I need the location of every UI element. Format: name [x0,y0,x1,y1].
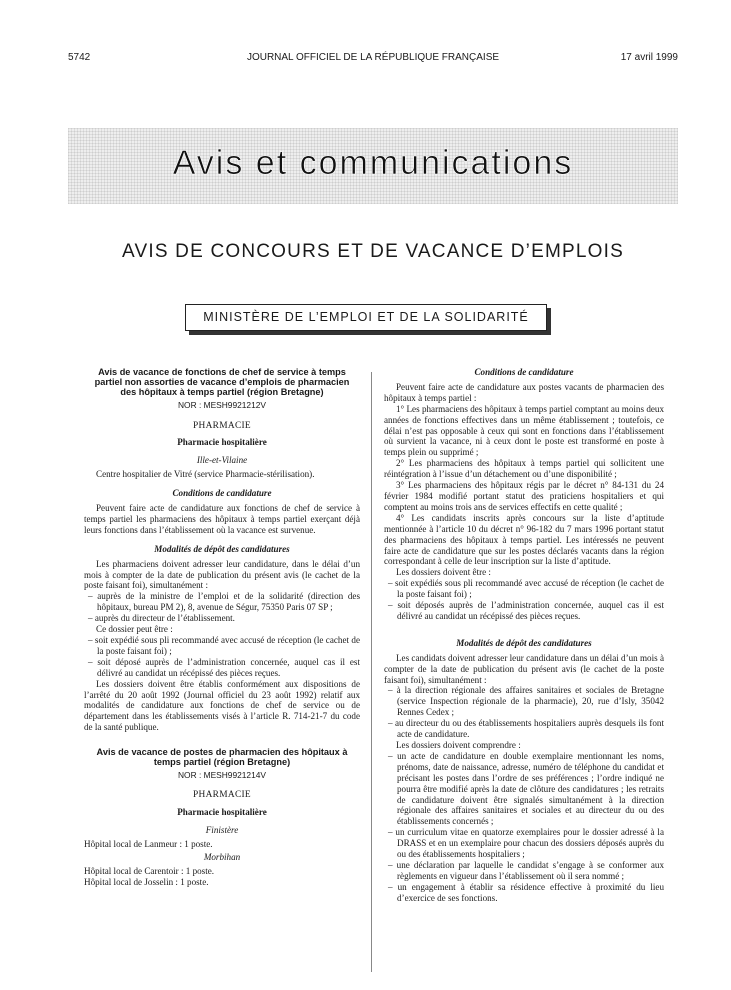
hospital-entry: Hôpital local de Lanmeur : 1 poste. [84,839,213,850]
banner-title: Avis et communications [172,144,574,182]
column-divider [371,372,372,972]
notice-title: Avis de vacance de postes de pharmacien des hôpitaux à temps partiel (région Bretagne) [96,747,348,768]
list-item: – un curriculum vitae en quatorze exemplaires pour le dossier adressé à la DRASS et en un exemplaire pour chacun des dossiers déposés auprès du ou des établissements hospitaliers ; [388,827,664,860]
condition-item: 2° Les pharmaciens des hôpitaux à temps partiel qui sollicitent une réintégration à l’issue d’un détachement ou d’une disponibilité ; [384,458,664,480]
list-item: – auprès de la ministre de l’emploi et de la solidarité (direction des hôpitaux, bureau PM 2), 8, avenue de Ségur, 75350 Paris 07 SP ; [88,591,360,613]
conditions-heading: Conditions de candidature [474,367,574,377]
list-item: – soit expédiés sous pli recommandé avec accusé de réception (le cachet de la poste faisant foi) ; [388,578,664,600]
notice-title: Avis de vacance de fonctions de chef de service à temps partiel non assorties de vacance d’emplois de pharmacien des hôpitaux à temps partiel (région Bretagne) [94,367,350,398]
dossier-intro: Les dossiers doivent être : [396,567,491,578]
ministry-box [185,304,551,335]
list-item: – au directeur du ou des établissements hospitaliers auprès desquels ils font acte de candidature. [388,718,664,740]
modalites-heading: Modalités de dépôt des candidatures [456,637,592,648]
spacer [84,733,360,747]
hospital-entry: Hôpital local de Josselin : 1 poste. [84,876,209,887]
page-header [68,52,678,66]
left-column [84,367,360,888]
list-item: – soit déposé auprès de l’administration concernée, auquel cas il est délivré au candidat un récépissé des pièces reçues. [88,656,360,678]
modalites-heading: Modalités de dépôt des candidatures [154,543,290,554]
hospital-entry: Hôpital local de Carentoir : 1 poste. [84,866,215,877]
list-item: – un engagement à établir sa résidence effective à proximité du lieu d’exercice de ses fonctions. [388,881,664,903]
modalites-paragraph: Les candidats doivent adresser leur candidature dans un délai d’un mois à compter de la date de publication du présent avis (le cachet de la poste faisant foi), simultanément : [384,652,664,685]
section-title: AVIS DE CONCOURS ET DE VACANCE D’EMPLOIS [122,241,624,262]
conditions-intro: Peuvent faire acte de candidature aux postes vacants de pharmacien des hôpitaux à temps partiel : [384,381,664,403]
right-column [384,367,664,904]
conditions-paragraph: Peuvent faire acte de candidature aux fonctions de chef de service à temps partiel les pharmaciens des hôpitaux à temps partiel exerçant déjà leurs fonctions dans l’établissement où la vacance est survenue. [84,503,360,535]
list-item: – une déclaration par laquelle le candidat s’engage à se conformer aux règlements en vigueur dans l’établissement où il sera nommé ; [388,859,664,881]
list-item: – soit expédié sous pli recommandé avec accusé de réception (le cachet de la poste faisant foi) ; [88,635,360,656]
closing-paragraph: Les dossiers doivent être établis conformément aux dispositions de l’arrêté du 20 août 1992 (Journal officiel du 23 août 1992) relatif aux modalités de candidature aux fonctions de chef de service ou de département dans les établissements visés à l’article R. 714-21-7 du code de la santé publique. [84,678,360,733]
issue-date: 17 avril 1999 [620,52,678,63]
condition-item: 1° Les pharmaciens des hôpitaux à temps partiel comptant au moins deux années de fonctions effectives dans un même établissement ; toutefois, ce délai n’est pas opposable à ceux qui sont en fonctions dans l’établissement où survient la vacance, ni à ceux dont le poste est transformé en poste à temps plein ou supprimé ; [384,403,664,458]
condition-item: 4° Les candidats inscrits après concours sur la liste d’aptitude mentionnée à l’article 10 du décret n° 96-182 du 7 mars 1996 portant statut des pharmaciens des hôpitaux à temps partiel. Les intéressés ne peuvent faire acte de candidature que sur les postes déclarés vacants dans la région correspondant à celle de leur inscription sur la liste d’aptitude. [384,512,664,567]
department-heading: Ille-et-Vilaine [196,455,248,466]
category-heading: PHARMACIE [193,420,251,431]
hospital-entry: Centre hospitalier de Vitré (service Pharmacie-stérilisation). [96,469,315,480]
nor-reference: NOR : MESH9921212V [178,399,266,410]
list-item: – un acte de candidature en double exemplaire mentionnant les noms, prénoms, date de naissance, adresse, numéro de téléphone du candidat et précisant les postes dans l’ordre de ses préférences ; l’ordre indiqué ne pourra être modifié après la date de clôture des candidatures ; les retraits de candidature doivent être signalés simultanément à la direction régionale des affaires sanitaires et sociales et au directeur du ou des établissements concernés ; [388,750,664,827]
subcategory-heading: Pharmacie hospitalière [177,437,267,448]
subcategory-heading: Pharmacie hospitalière [177,807,267,818]
nor-reference: NOR : MESH9921214V [178,769,266,780]
dossier-intro: Ce dossier peut être : [96,624,173,635]
ministry-title: MINISTÈRE DE L’EMPLOI ET DE LA SOLIDARITÉ [185,304,547,331]
department-heading: Morbihan [203,852,241,863]
modalites-paragraph: Les pharmaciens doivent adresser leur candidature, dans le délai d’un mois à compter de la date de publication du présent avis (le cachet de la poste faisant foi), simultanément : [84,558,360,591]
list-item: – à la direction régionale des affaires sanitaires et sociales de Bretagne (service Inspection régionale de la pharmacie), 20, rue d’Isly, 35042 Rennes Cedex ; [388,685,664,718]
page-number: 5742 [68,52,91,63]
list-item: – soit déposés auprès de l’administration concernée, auquel cas il est délivré au candidat un récépissé des pièces reçues. [388,600,664,621]
comprendre-intro: Les dossiers doivent comprendre : [396,740,521,750]
section-banner [68,128,678,204]
category-heading: PHARMACIE [193,790,251,801]
department-heading: Finistère [205,825,239,836]
list-item: – auprès du directeur de l’établissement. [88,613,235,624]
journal-title: JOURNAL OFFICIEL DE LA RÉPUBLIQUE FRANÇAISE [246,52,500,63]
condition-item: 3° Les pharmaciens des hôpitaux régis par le décret n° 84-131 du 24 février 1984 modifié portant statut des praticiens hospitaliers et qui comptent au moins trois ans de services effectifs en cette qualité ; [384,480,664,512]
conditions-heading: Conditions de candidature [172,488,272,499]
